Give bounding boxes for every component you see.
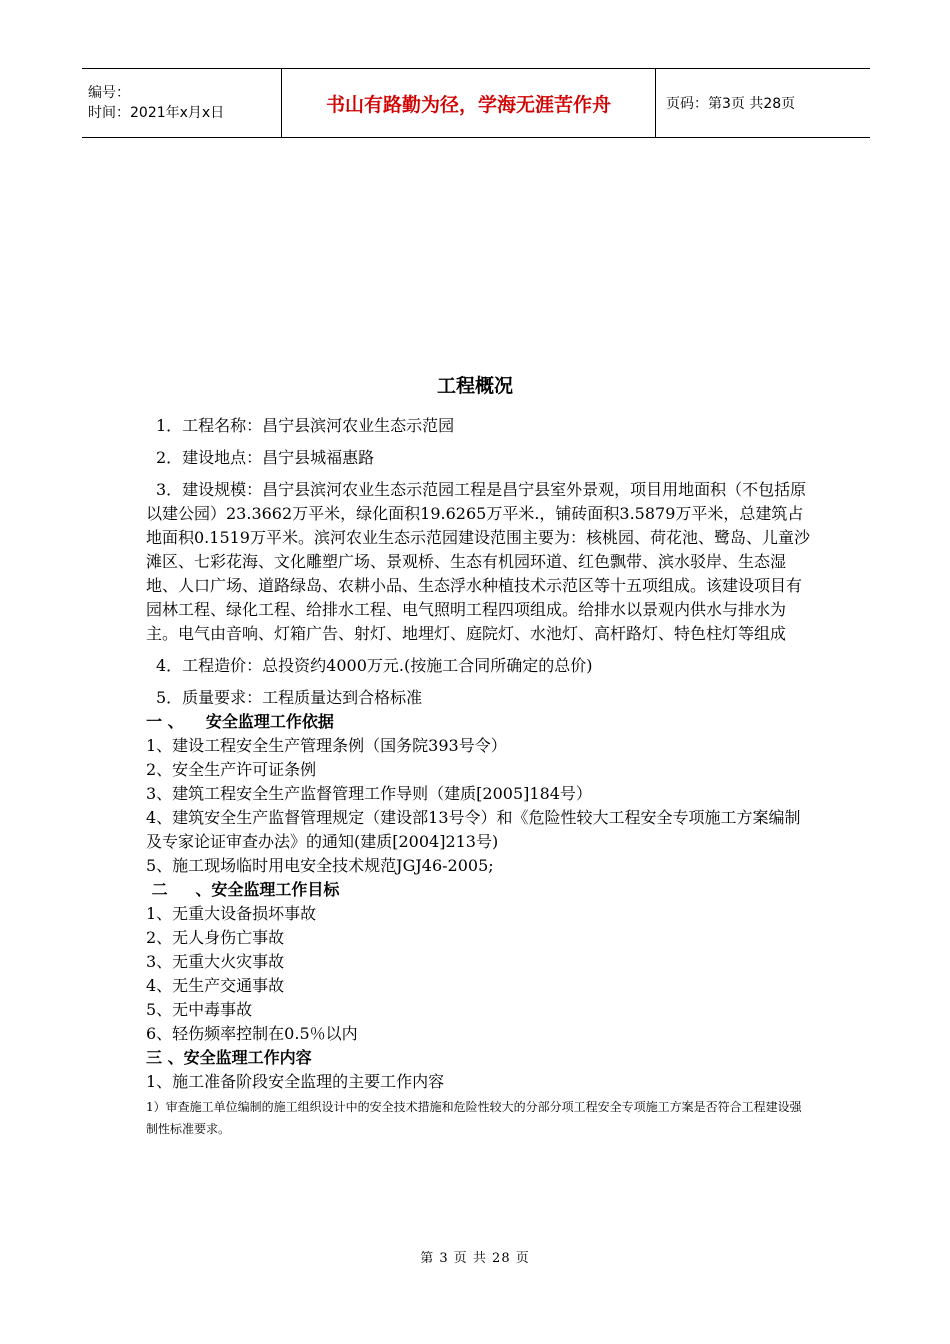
document-number-label: 编号： [88,85,130,101]
overview-item: 2．建设地点：昌宁县城福惠路 [156,448,375,467]
list-item: 1、施工准备阶段安全监理的主要工作内容 [146,1072,445,1091]
document-body [146,414,810,1140]
list-item: 6、轻伤频率控制在0.5％以内 [146,1024,358,1043]
list-item: 3、无重大火灾事故 [146,952,285,971]
page-header [82,68,870,138]
header-meta [82,69,282,137]
list-item: 2、安全生产许可证条例 [146,760,317,779]
header-page-info: 页码：第3页 共28页 [666,96,796,112]
list-item: 4、无生产交通事故 [146,976,285,995]
page-title: 工程概况 [436,375,513,397]
overview-item: 5．质量要求：工程质量达到合格标准 [156,688,423,707]
document-time-label: 时间：2021年x月x日 [88,105,225,121]
overview-item: 4．工程造价：总投资约4000万元.(按施工合同所确定的总价) [156,656,593,675]
list-item: 3、建筑工程安全生产监督管理工作导则（建质[2005]184号） [146,784,592,803]
list-item: 1、无重大设备损坏事故 [146,904,317,923]
section-heading: 二 、安全监理工作目标 [146,880,340,899]
list-item: 2、无人身伤亡事故 [146,928,285,947]
overview-item: 3．建设规模：昌宁县滨河农业生态示范园工程是昌宁县室外景观，项目用地面积（不包括原以建公园）23.3662万平米，绿化面积19.6265万平米.，铺砖面积3.5879万平米，总建筑占地面积0.1519万平米。滨河农业生态示范园建设范围主要为：核桃园、荷花池、鹭岛、儿童沙滩区、七彩花海、文化雕塑广场、景观桥、生态有机园环道、红色飘带、滨水驳岸、生态湿地、人口广场、道路绿岛、农耕小品、生态浮水种植技术示范区等十五项组成。该建设项目有园林工程、绿化工程、给排水工程、电气照明工程四项组成。给排水以景观内供水与排水为主。电气由音响、灯箱广告、射灯、地埋灯、庭院灯、水池灯、高杆路灯、特色柱灯等组成 [146,480,810,643]
page-footer: 第 3 页 共 28 页 [420,1251,530,1266]
note-paragraph: 1）审查施工单位编制的施工组织设计中的安全技术措施和危险性较大的分部分项工程安全专项施工方案是否符合工程建设强制性标准要求。 [146,1100,802,1136]
list-item: 4、建筑安全生产监督管理规定（建设部13号令）和《危险性较大工程安全专项施工方案编制及专家论证审查办法》的通知(建质[2004]213号) [146,808,801,851]
list-item: 1、建设工程安全生产管理条例（国务院393号令） [146,736,507,755]
section-heading: 三 、安全监理工作内容 [146,1048,312,1067]
list-item: 5、施工现场临时用电安全技术规范JGJ46-2005; [146,856,494,875]
overview-item: 1．工程名称：昌宁县滨河农业生态示范园 [156,416,455,435]
section-heading: 一 、 安全监理工作依据 [146,712,334,731]
list-item: 5、无中毒事故 [146,1000,253,1019]
header-motto: 书山有路勤为径，学海无涯苦作舟 [282,69,656,137]
